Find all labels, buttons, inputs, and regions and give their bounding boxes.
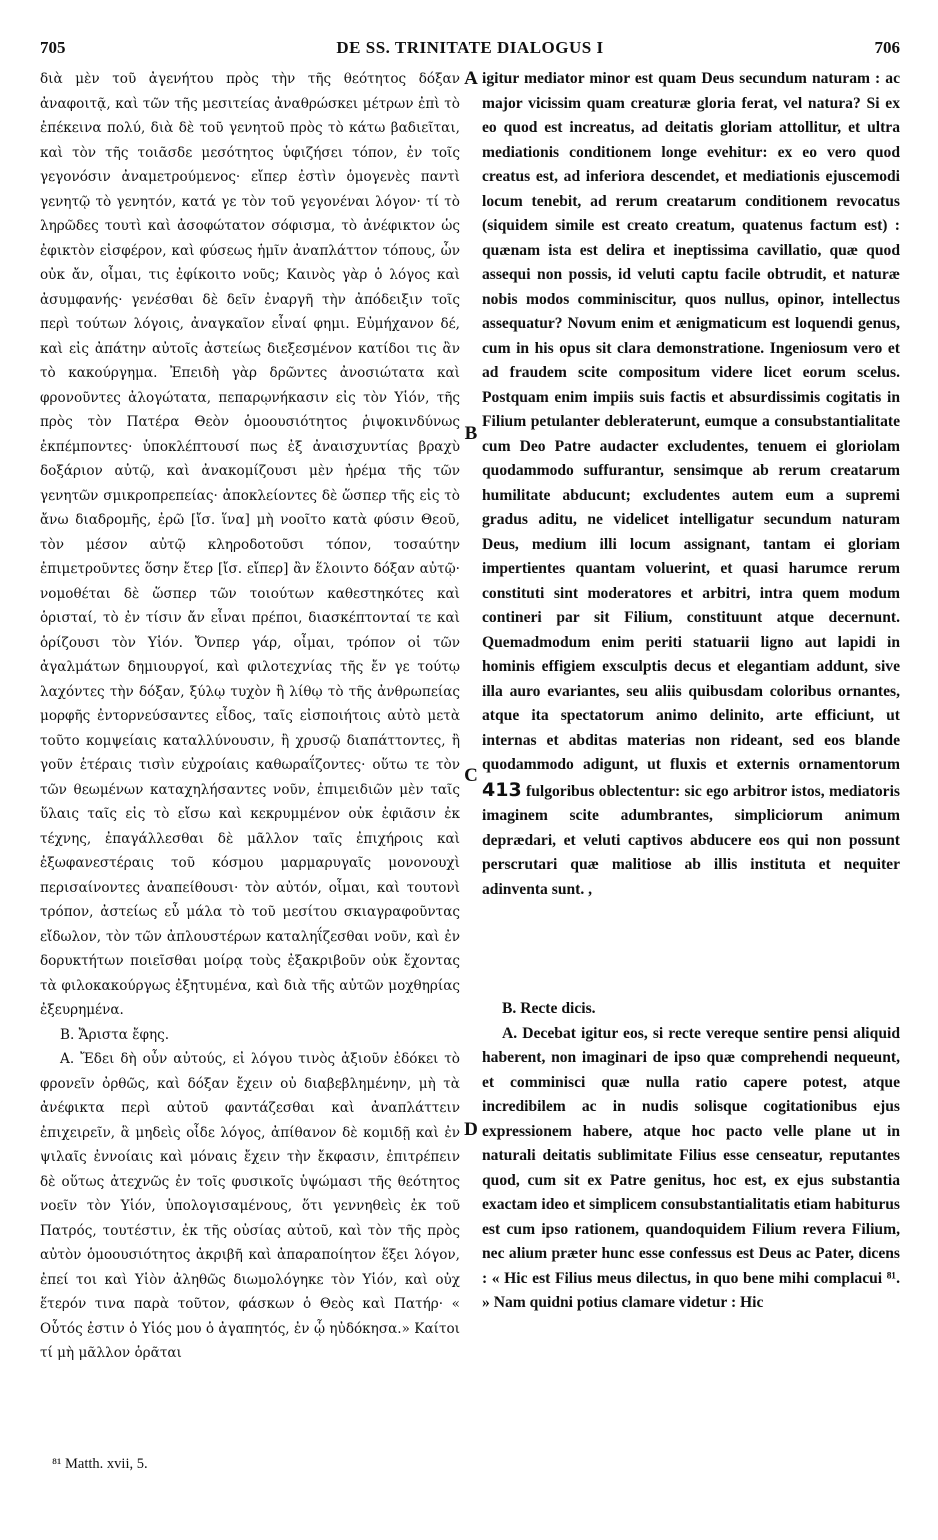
page-header	[40, 38, 900, 60]
section-marker-d: D	[464, 1119, 478, 1140]
greek-paragraph-2: Α. Ἔδει δὴ οὖν αὐτούς, εἰ λόγου τινὸς ἀξιοῦν ἐδόκει τὸ φρονεῖν ὀρθῶς, καὶ δόξαν ἔχειν οὐ διαβεβλημένην, μὴ τὰ ἀνέφικτα περὶ αὐτοῦ φαντάζεσθαι καὶ ἀναπλάττειν ἐπιχειρεῖν, ἃ μηδεὶς οἶδε λόγος, ἀπίθανον δὲ κομιδῇ καὶ ἐν ψιλαῖς ἐννοίαις καὶ μόναις ἔχειν τὴν ἔκφασιν, ἐπιτρέπειν δὲ οὕτως ἀτεχνῶς ἐν τοῖς φυσικοῖς ὑψώμασι τῆς θεότητος νοεῖν τὸν Υἱόν, ὑπολογισαμένους, ὅτι γεννηθεὶς ἐκ τοῦ Πατρός, τουτέστιν, ἐκ τῆς οὐσίας αὐτοῦ, καὶ τὸν τῆς πρὸς αὐτὸν ὁμοουσιότητος ἀκριβῆ καὶ ἀπαραποίητον ἕξει λόγον, ἐπεί τοι καὶ Υἱὸν ἀληθῶς διωμολόγηκε τὸν Υἱόν, καὶ οὐχ ἕτερόν τινα παρὰ τοῦτον, φάσκων ὁ Θεὸς καὶ Πατήρ· « Οὗτός ἐστιν ὁ Υἱός μου ὁ ἀγαπητός, ἐν ᾧ ηὐδόκησα.» Καίτοι τί μὴ μᾶλλον ὁρᾶται	[40, 1051, 460, 1361]
latin-paragraph-1-text: igitur mediator minor est quam Deus secundum naturam : ac major vicissim quam creaturæ gloria ferat, vel natura? Si ex eo quod est increatus, ad deitatis gloriam attollitur, et ultra mediationis conditionem longe evehitur: ex eo vero quod creatus est, ad inferiora descendet, et mediationis ejuscemodi locum tenebit, ad rerum creatarum conditionem revocatus (siquidem simile est creato creatum, quatenus factum est) : quænam ista est delira et ineptissima cavillatio, quæ quod assequi non possis, id veluti captu facile obtrudit, et naturæ nobis modos comminiscitur, quos nullus, opinor, intellectus assequatur? Novum enim et ænigmaticum est loquendi genus, cum in his opus sit clara demonstratione. Ingeniosum vero et ad fraudem scite compositum videre licet eorum scelus. Postquam enim impiis suis factis et absurdissimis cogitatis in Filium petulanter debleraterunt, eumque a consubstantialitate cum Deo Patre audacter excludentes, tenuem ei gloriolam quodammodo suffurantur, sensimque ab rerum creatarum humilitate abducunt; excludentes autem eum a supremi gradus aditu, ne videlicet intelligatur secundum naturam Deus, medium illi locum assignant, tantam ei gloriam impertientes quantam voluerint, et quasi harumce rerum constituti sint moderatores et arbitri, intra quem modum contineri par sit Filium, constituunt atque decernunt. Quemadmodum enim periti statuarii ligno aut lapidi in hominis effigiem exsculptis decus et elegantiam addunt, sive illa auro evariantes, seu aliis quibusdam coloribus ornantes, atque ita spectatorum animo delinito, arte efficiunt, ut internas et abditas materias non rideant, sed eos blande quodammodo adigunt, ut fluxis et externis ornamentorum	[482, 70, 900, 773]
page-number-right: 706	[874, 38, 900, 57]
section-marker-b: B	[464, 423, 478, 444]
page-number-left: 705	[40, 38, 66, 57]
latin-paragraph-2: A. Decebat igitur eos, si recte vereque sentire pensi aliquid haberent, non imaginari de ipso quæ comprehendi nequeunt, et comminisci quæ nulla ratio capere potest, atque incredibilem ac in nudis solisque cogitationibus ejus expressionem habere, atque hoc pacto velle plane ut in naturali deitatis sublimitate Filius esse censeatur, reputantes quod, cum sit ex Patre genitus, hoc est, ex ejus substantia exactam ideo et simplicem consubstantialitatis etiam habiturus est cum ipso rationem, quandoquidem Filium revera Filium, nec alium præter hunc esse confessus est Deus ac Pater, dicens : « Hic est Filius meus dilectus, in quo bene mihi complacui ⁸¹. » Nam quidni potius clamare videtur : Hic	[482, 1024, 900, 1311]
greek-column	[40, 67, 460, 1366]
latin-paragraph-1-end: fulgoribus oblectentur: sic ego arbitror istos, mediatoris imaginem scite adumbrantes, simpliciorum animum deprædari, et veluti captivos abducere eos qui non possunt perscrutari quæ malitiose ab illis instituta et nequiter adinventa sunt. ,	[482, 782, 900, 898]
greek-paragraph-1: διὰ μὲν τοῦ ἀγενήτου πρὸς τὴν τῆς θεότητος δόξαν ἀναφοιτᾷ, καὶ τῶν τῆς μεσιτείας ἀναθρώσκει μέτρων ἐπὶ τὸ ἐπέκεινα πολύ, διὰ δὲ τοῦ γενητοῦ πρὸς τὸ κάτω βαδιεῖται, καὶ τὸν τῆς τοιᾶσδε μεσότητος ὑφιζήσει τόπον, ἐν τοῖς γεγονόσιν ἀναμετρούμενος· εἴπερ ἐστὶν ὁμογενὲς παντὶ γενητῷ τὸ γενητόν, κατά γε τὸν τοῦ γεγονέναι λόγον· τί τὸ ληρῶδες τουτὶ καὶ ἀσοφώτατον σόφισμα, τὸ ἀνέφικτον ὡς ἐφικτὸν εἰσφέρον, καὶ φύσεως ἡμῖν ἀναπλάττον τόπους, ὧν οὐκ ἄν, οἶμαι, τις ἐφίκοιτο νοῦς; Καινὸς γὰρ ὁ λόγος καὶ ἀσυμφανής· γενέσθαι δὲ δεῖν ἐναργῆ τὴν ἀπόδειξιν τοῖς περὶ τούτων λόγοις, ἀναγκαῖον εἶναί φημι. Εὐμήχανον δέ, καὶ εἰς ἀπάτην αὐτοῖς ἀστείως διεξεσμένον κατίδοι τις ἂν τὸ κακούργημα. Ἐπειδὴ γὰρ δρῶντες ἀνοσιώτατα καὶ φρονοῦντες ἀλογώτατα, πεπαρῳνήκασιν εἰς τὸν Υἱόν, τῆς πρὸς τὸν Πατέρα Θεὸν ὁμοουσιότητος ῥιψοκινδύνως ἐκπέμποντες· ὑποκλέπτουσί πως ἐξ ἀναισχυντίας βραχὺ δοξάριον αὐτῷ, καὶ ἀνακομίζουσι μὲν ἠρέμα τῆς τῶν γενητῶν σμικροπρεπείας· ἀποκλείοντες δὲ ὥσπερ τῆς εἰς τὸ ἄνω διαδρομῆς, ἐρῶ [ἴσ. ἵνα] μὴ νοοῖτο κατὰ φύσιν Θεοῦ, τὸν μέσον αὐτῷ κληροδοτοῦσι τόπον, τοσαύτην ἐπιμετροῦντες ὅσην ἔτερ [ἴσ. εἴπερ] ἂν ἕλοιντο δόξαν αὐτῷ· νομοθέται δὲ ὥσπερ τῶν τοιούτων καθεστηκότες καὶ ὁρισταί, τὸ ἐν τίσιν ἄν εἶναι πρέποι, διασκέπτονταί τε καὶ ὁρίζουσι τὸν Υἱόν. Ὄνπερ γάρ, οἶμαι, τρόπον οἱ τῶν ἀγαλμάτων δημιουργοί, καὶ φιλοτεχνίας τῆς ἔν γε τούτῳ λαχόντες τὴν δόξαν, ξύλῳ τυχὸν ἢ λίθῳ τὸ τῆς ἀνθρωπείας μορφῆς ἐντορνεύσαντες εἶδος, ταῖς εἰσποιήτοις αὐτὸ μετὰ τοῦτο κομψείαις καταλλύνουσιν, ἢ χρυσῷ διαπάττοντες, ἢ γοῦν ἑτέραις τισὶν εὐχροίαις καθωραΐζοντες· οὕτω τε τὸν τῶν θεωμένων καταχηλήσαντες νοῦν, ἐπιμειδιῶν μὲν ταῖς ὕλαις ταῖς εἰς τὸ εἴσω καὶ κεκρυμμένον οὐκ ἐφιᾶσιν ἐκ τέχνης, ἐπαγάλλεσθαι δὲ μᾶλλον ταῖς ἐπιχήροις καὶ ἐξωφανεστέραις τοῦ κόσμου μαρμαρυγαῖς μονονουχὶ περισαίνοντες ἀναπείθουσι· τὸν αὐτόν, οἶμαι, καὶ τουτονὶ τρόπον, ἀστείως εὖ μάλα τὸ τοῦ μεσίτου σκιαγραφοῦντας εἴδωλον, τὸν τῶν ἀπλουστέρων καταληΐζεσθαι νοῦν, καὶ ἐν δορυκτήτων ποιεῖσθαι μοίρᾳ τοὺς ἐξακριβοῦν οὐκ ἔχοντας τὰ φιλοκακούργως ἐξητυμένα, καὶ διὰ τῆς αὐτῶν μοχθηρίας ἐξευρημένα.	[40, 71, 460, 1018]
inline-page-number: 413	[482, 778, 522, 801]
section-marker-a: A	[464, 68, 478, 89]
running-title: DE SS. TRINITATE DIALOGUS I	[336, 38, 604, 57]
latin-column	[482, 67, 900, 1316]
latin-speaker-b: B. Recte dicis.	[502, 1000, 596, 1017]
greek-speaker-b: Β. Ἄριστα ἔφης.	[60, 1026, 170, 1043]
footnote: ⁸¹ Matth. xvii, 5.	[52, 1456, 148, 1472]
section-marker-c: C	[464, 765, 478, 786]
latin-paragraph-1	[482, 67, 900, 997]
